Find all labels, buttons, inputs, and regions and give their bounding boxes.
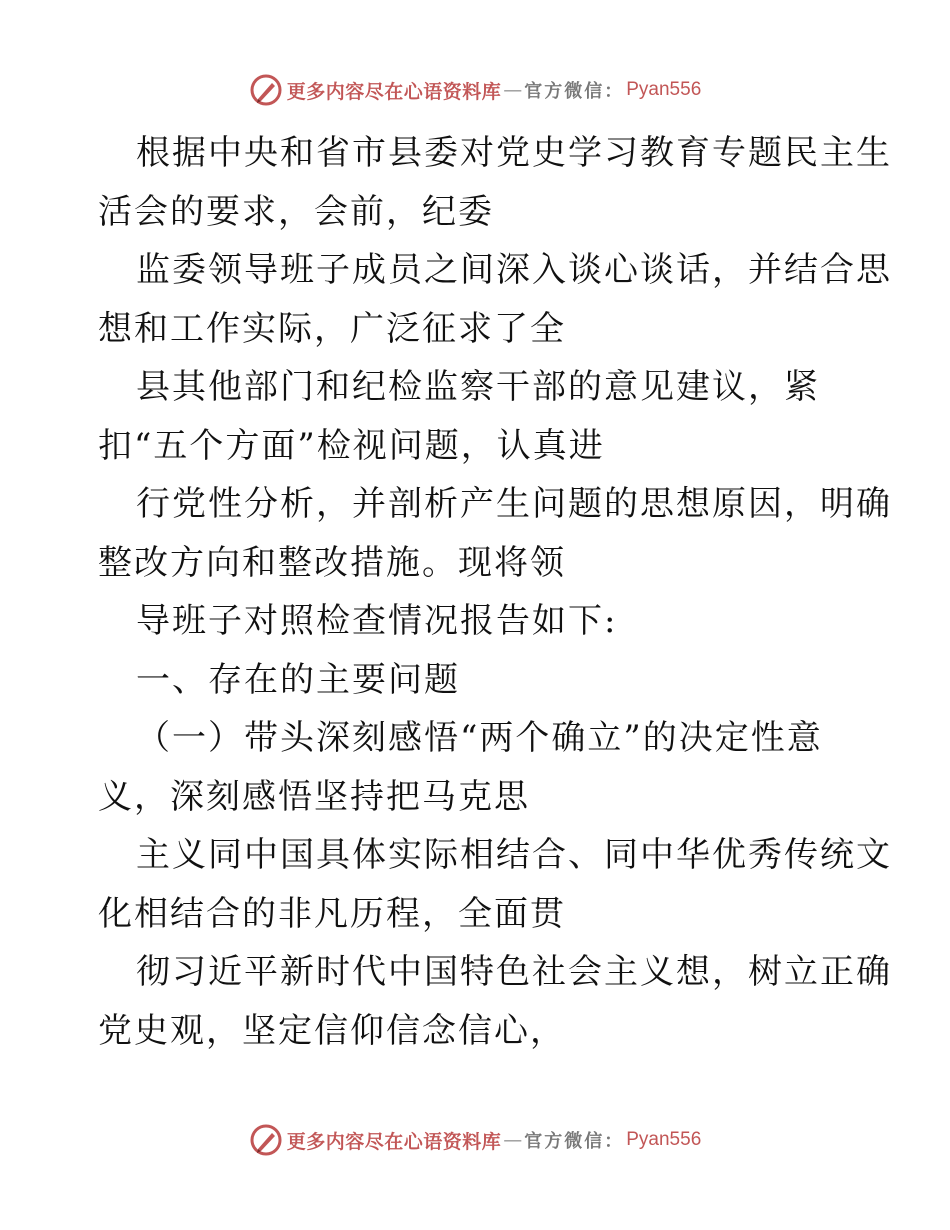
text-line: 义，深刻感悟坚持把马克思 [98,776,530,817]
text-line: 监委领导班子成员之间深入谈心谈话，并结合思 [136,250,892,290]
watermark-separator: — [503,1129,523,1151]
text-line: 扣“五个方面”检视问题，认真进 [98,425,605,466]
watermark-official-label: 官方微信： [524,1131,625,1152]
text-line: 行党性分析，并剖析产生问题的思想原因，明确 [136,484,892,524]
watermark-official-label: 官方微信： [524,81,625,102]
text-line: 化相结合的非凡历程，全面贯 [98,893,566,934]
watermark-brand: 更多内容尽在心语资料库 [286,80,502,103]
text-line: 导班子对照检查情况报告如下: [136,601,618,641]
text-line: 县其他部门和纪检监察干部的意见建议，紧 [136,367,820,407]
text-line: 彻习近平新时代中国特色社会主义想，树立正确 [136,952,892,992]
text-line: 想和工作实际，广泛征求了全 [98,308,566,349]
text-line: 活会的要求，会前，纪委 [98,191,494,232]
pen-logo-icon [249,1123,283,1157]
document-body [98,124,892,1060]
footer-watermark [0,1120,950,1160]
header-watermark [0,70,950,110]
pen-logo-icon [249,73,283,107]
text-line: 党史观，坚定信仰信念信心， [98,1010,566,1051]
text-line: 整改方向和整改措施。现将领 [98,542,566,583]
watermark-wechat-id: Pyan556 [626,79,702,100]
watermark-brand: 更多内容尽在心语资料库 [286,1130,502,1153]
watermark-wechat-id: Pyan556 [626,1129,702,1150]
watermark-separator: — [503,79,523,101]
section-heading: 一、存在的主要问题 [136,659,460,700]
text-line: 主义同中国具体实际相结合、同中华优秀传统文 [136,835,892,875]
subsection-heading: （一）带头深刻感悟“两个确立”的决定性意 [136,718,823,758]
text-line: 根据中央和省市县委对党史学习教育专题民主生 [136,133,892,173]
